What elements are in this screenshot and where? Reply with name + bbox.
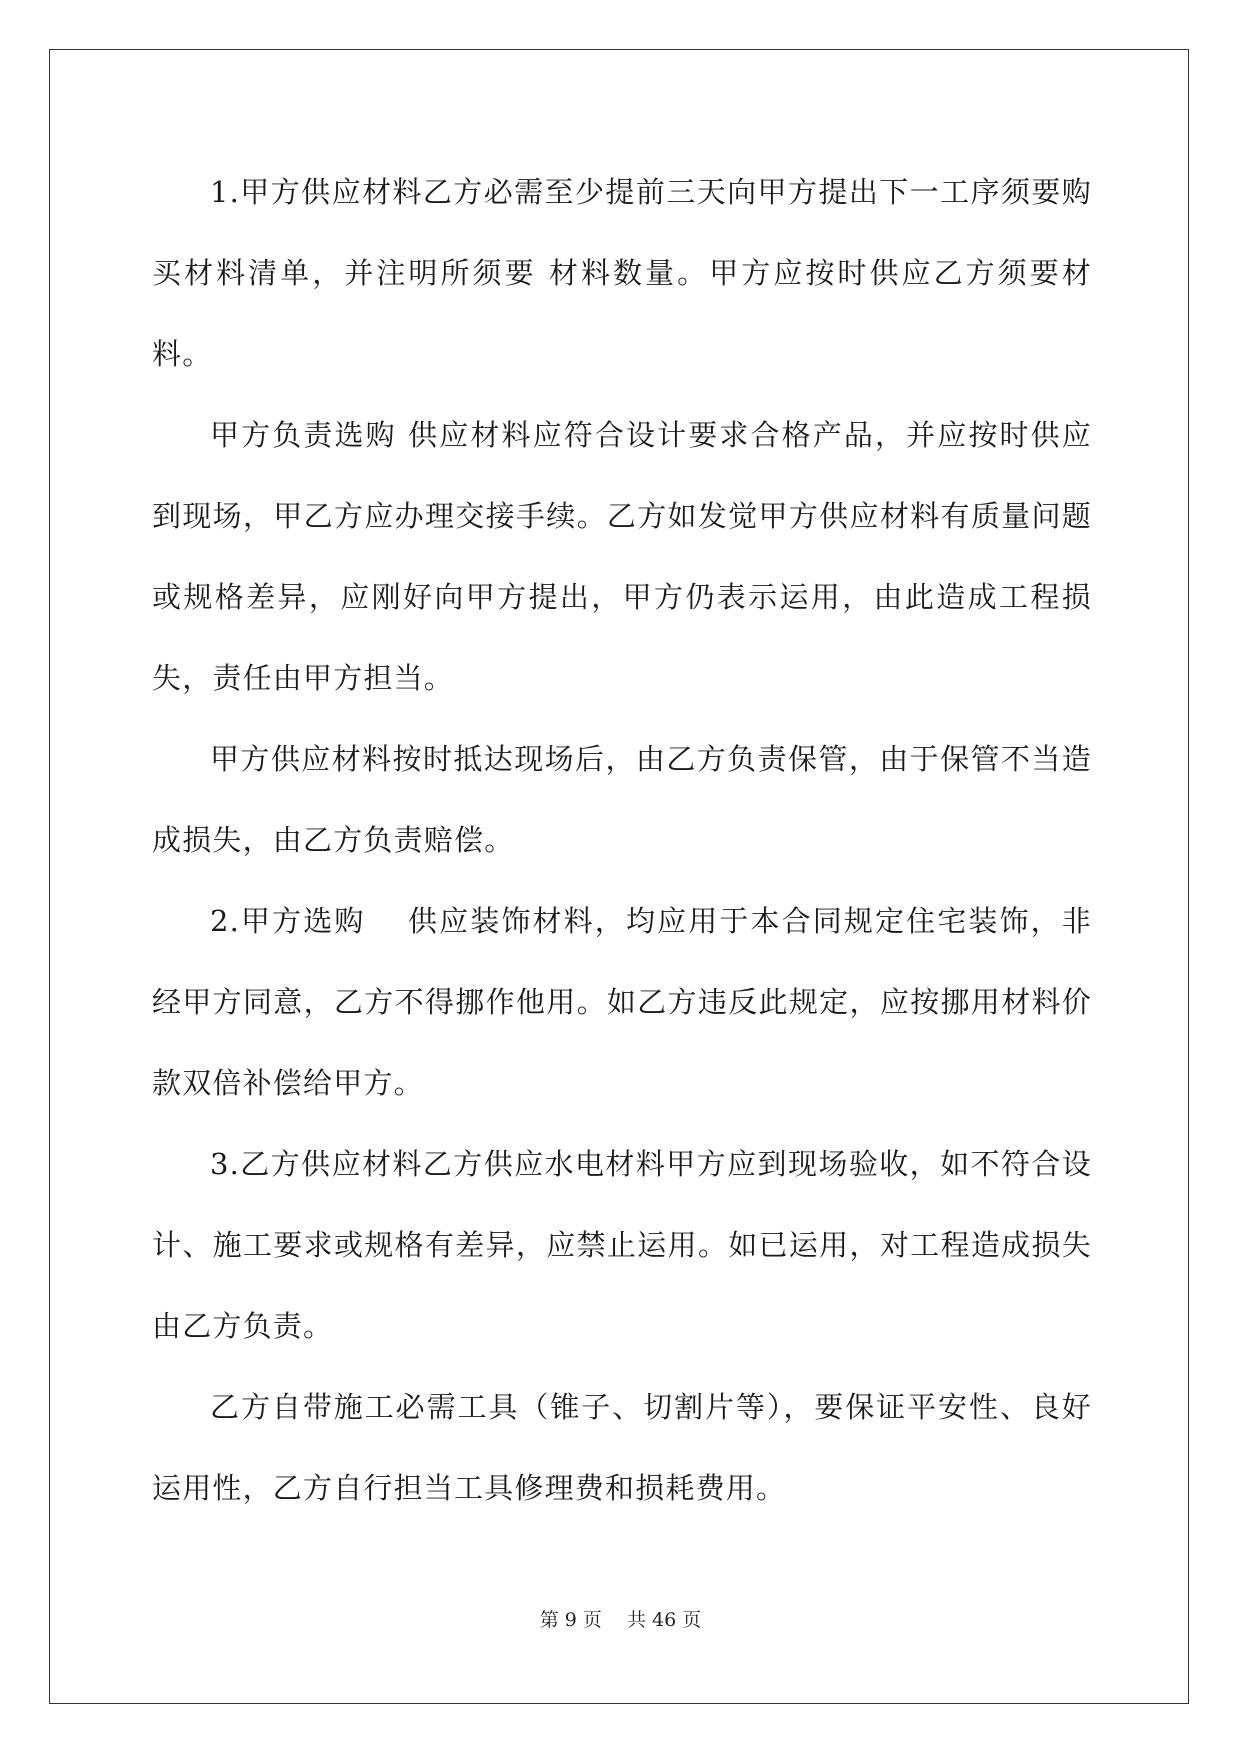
paragraph-2: 甲方负责选购 供应材料应符合设计要求合格产品，并应按时供应到现场，甲乙方应办理交接手续。乙方如发觉甲方供应材料有质量问题或规格差异，应刚好向甲方提出，甲方仍表示运用，由此造成工程损失，责任由甲方担当。	[152, 418, 1092, 695]
document-body	[152, 152, 1092, 1529]
paragraph-5: 3.乙方供应材料乙方供应水电材料甲方应到现场验收，如不符合设计、施工要求或规格有差异，应禁止运用。如已运用，对工程造成损失由乙方负责。	[152, 1147, 1092, 1343]
paragraph-4: 2.甲方选购 供应装饰材料，均应用于本合同规定住宅装饰，非经甲方同意，乙方不得挪作他用。如乙方违反此规定，应按挪用材料价款双倍补偿给甲方。	[152, 904, 1092, 1100]
page-number-label: 第 9 页 共 46 页	[539, 1609, 702, 1631]
paragraph-1: 1.甲方供应材料乙方必需至少提前三天向甲方提出下一工序须要购买材料清单，并注明所须要 材料数量。甲方应按时供应乙方须要材料。	[152, 175, 1092, 371]
page-footer	[0, 1605, 1241, 1632]
paragraph-3: 甲方供应材料按时抵达现场后，由乙方负责保管，由于保管不当造成损失，由乙方负责赔偿。	[152, 742, 1092, 857]
paragraph-6: 乙方自带施工必需工具（锥子、切割片等），要保证平安性、良好运用性，乙方自行担当工具修理费和损耗费用。	[152, 1390, 1092, 1505]
